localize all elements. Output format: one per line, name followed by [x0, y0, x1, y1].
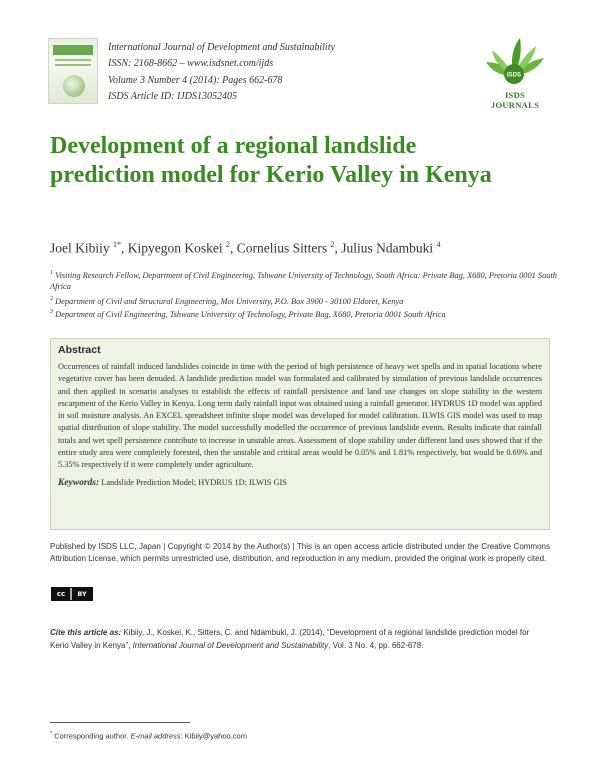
author-name: Julius Ndambuki — [341, 240, 434, 256]
cover-line — [55, 64, 91, 66]
abstract-heading: Abstract — [58, 344, 101, 356]
affiliation-text: Department of Civil and Structural Engineering, Moi University, P.O. Box 3900 - 30100 Eldoret, Kenya — [55, 296, 404, 306]
affiliation-text: Visiting Research Fellow, Department of Civil Engineering, Tshwane University of Technology, South Africa: Private Bag, X680, Pretoria 0001 South Africa — [50, 270, 557, 291]
author-affil-mark: 2 — [226, 240, 230, 249]
author-affil-mark: 2 — [330, 240, 335, 249]
journal-volume: Volume 3 Number 4 (2014): Pages 662-678 — [108, 74, 283, 86]
cc-icon: cc — [52, 588, 70, 600]
email-address[interactable]: Kibiiy@yahoo.com — [182, 731, 247, 741]
author-affil-mark: 1* — [113, 240, 121, 249]
affiliation — [50, 268, 560, 292]
isds-logo-caption: ISDS JOURNALS — [490, 90, 540, 110]
affiliation-mark: 1 — [50, 270, 53, 276]
citation-details: , Vol. 3 No. 4, pp. 662-678. — [328, 640, 424, 650]
cover-title-bar — [53, 45, 93, 55]
footnote-mark: * — [50, 731, 53, 737]
citation-text: Kibiiy, J., Koskei, K., Sitters, C. and Ndambuki, J. (2014), “Development of a regional landslide prediction model for Kerio Valley in Kenya”, — [50, 628, 530, 650]
keywords — [58, 478, 542, 488]
author-list: Joel Kibiiy $^{1*}$, Kipyegon Koskei $^2$, Cornelius Sitters $^2$, Julius Ndambuki $^4$ — [50, 240, 441, 256]
affiliation — [50, 294, 560, 307]
keywords-list: Landslide Prediction Model; HYDRUS 1D; ILWIS GIS — [101, 477, 287, 487]
author-name: Joel Kibiiy — [50, 240, 110, 256]
paper-title: Development of a regional landslide prediction model for Kerio Valley in Kenya — [50, 133, 492, 188]
keywords-label: Keywords: — [58, 477, 100, 488]
cover-line — [55, 59, 91, 61]
affiliation-text: Department of Civil Engineering, Tshwane University of Technology, Private Bag, X680, Pretoria 0001 South Africa — [55, 309, 446, 319]
affiliation-mark: 2 — [50, 296, 53, 302]
abstract-box — [50, 338, 550, 530]
article-id: ISDS Article ID: IJDS13052405 — [108, 90, 237, 102]
citation-journal: International Journal of Development and Sustainability — [132, 640, 329, 650]
affiliation — [50, 307, 560, 320]
abstract-text: Occurrences of rainfall induced landslides coincide in time with the period of high persistence of heavy wet spells and in spatial locations where vegetative cover has been denuded. A landslide prediction model was formulated and calibrated by simulation of previous landslide occurrences and then applied in scenario analyses to establish the effects of rainfall persistence and land use changes on slope stability in the western escarpment of the Kerio Valley in Kenya. Long term daily rainfall input was obtained using a rainfall generator. HYDRUS 1D model was applied in soil moisture analysis. An EXCEL spreadsheet infinite slope model was developed for model calibration. ILWIS GIS model was used to map spatial distribution of slope stability. The model successfully modelled the occurrence of previous landslide events. Results indicate that rainfall totals and wet spell persistence contribute to increase in unstable areas. Assessment of slope stability under different land uses showed that if the entire study area were completely forested, then the unstable and critical areas would be 0.05% and 1.81% respectively, but would be 0.69% and 5.35% respectively if it were completely under agriculture. — [58, 362, 542, 470]
citation — [50, 627, 550, 652]
citation-label: Cite this article as: — [50, 628, 122, 637]
corresponding-author-footnote — [50, 731, 247, 741]
author-affil-mark: 4 — [436, 240, 441, 249]
cover-globe — [63, 75, 85, 97]
journal-header — [108, 40, 335, 105]
footnote-text: Corresponding author. — [52, 731, 131, 741]
footnote-rule — [50, 722, 190, 723]
affiliation-mark: 3 — [50, 309, 53, 315]
journal-name: International Journal of Development and Sustainability — [108, 42, 335, 53]
license-statement: Published by ISDS LLC, Japan | Copyright © 2014 by the Author(s) | This is an open access article distributed under the Creative Commons Attribution License, which permits unrestricted use, distribution, and reproduction in any medium, provided the original work is properly cited. — [50, 542, 550, 563]
email-label: E-mail address: — [130, 731, 183, 741]
author-name: Cornelius Sitters — [236, 240, 328, 256]
author-name: Kipyegon Koskei — [127, 240, 223, 256]
cc-by-license-badge[interactable] — [51, 587, 93, 601]
by-icon: BY — [72, 588, 92, 600]
logo-badge-text: ISDS — [506, 72, 522, 79]
journal-issn: ISSN: 2168-8662 – www.isdsnet.com/ijds — [108, 58, 274, 70]
journal-cover-thumbnail — [48, 38, 98, 104]
